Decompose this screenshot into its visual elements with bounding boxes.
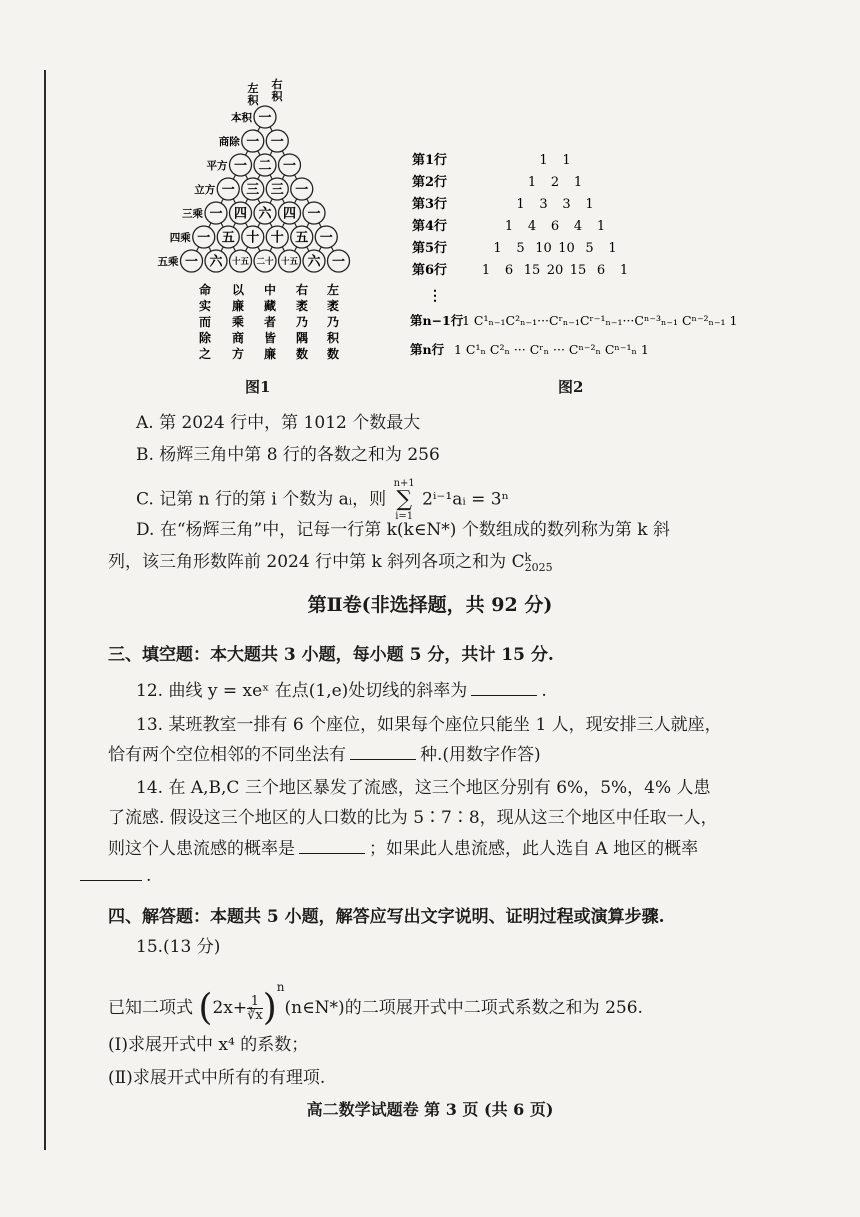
triangle-node-label: 五	[295, 230, 309, 246]
row-number: 1	[619, 263, 629, 278]
bottom-column-char: 乃	[295, 315, 309, 329]
question-15-part-i: (Ⅰ)求展开式中 x⁴ 的系数；	[108, 1035, 309, 1055]
q15-intro: 已知二项式	[108, 998, 193, 1018]
bottom-column-char: 中	[263, 283, 277, 297]
row-number: 15	[523, 263, 541, 278]
part-3-header: 三、填空题：本大题共 3 小题，每小题 5 分，共计 15 分.	[108, 645, 554, 665]
sigma-lower: i=1	[395, 511, 414, 522]
row-n-label: 第n行	[410, 342, 445, 357]
row-label: 第4行	[412, 219, 448, 234]
row-nminus1: 1 C¹ₙ₋₁C²ₙ₋₁···Cʳₙ₋₁Cʳ⁻¹ₙ₋₁···Cⁿ⁻³ₙ₋₁ Cⁿ⁻²ₙ₋₁ 1	[462, 313, 738, 328]
q14-answer-blank-2[interactable]	[80, 866, 142, 881]
top-label: 左	[247, 82, 259, 95]
section-2-title: 第Ⅱ卷(非选择题，共 92 分)	[307, 594, 553, 616]
row-number: 4	[527, 219, 537, 234]
bottom-column-char: 乃	[326, 315, 340, 329]
q15-fraction	[247, 995, 263, 1022]
row-number: 1	[493, 241, 502, 256]
triangle-node-label: 五	[221, 230, 235, 246]
row-number: 1	[585, 197, 594, 212]
side-label: 四乘	[169, 232, 191, 244]
side-label: 立方	[194, 184, 216, 196]
row-n: 1 C¹ₙ C²ₙ ··· Cʳₙ ··· Cⁿ⁻²ₙ Cⁿ⁻¹ₙ 1	[454, 342, 649, 357]
triangle-node-label: 三	[246, 182, 260, 198]
triangle-node-label: 一	[307, 206, 321, 222]
sigma-symbol: ∑	[396, 487, 413, 512]
q13-answer-blank[interactable]	[350, 745, 416, 760]
q14-answer-blank-1[interactable]	[299, 839, 365, 854]
bottom-column-char: 方	[231, 347, 245, 361]
triangle-node-label: 二十	[256, 257, 274, 268]
question-14-line4	[108, 866, 151, 886]
triangle-node-label: 十五	[231, 257, 250, 268]
row-label: 第2行	[412, 175, 448, 190]
triangle-node-label: 一	[246, 134, 260, 150]
triangle-node-label: 一	[221, 182, 235, 198]
question-13-line1: 13. 某班教室一排有 6 个座位，如果每个座位只能坐 1 人，现安排三人就座，	[136, 715, 722, 735]
option-a: A. 第 2024 行中，第 1012 个数最大	[136, 413, 421, 433]
option-b: B. 杨辉三角中第 8 行的各数之和为 256	[136, 445, 440, 465]
q14-text-b: ；如果此人患流感，此人选自 A 地区的概率	[369, 839, 699, 859]
row-number: 4	[573, 219, 583, 234]
combination-index	[524, 550, 553, 574]
triangle-node-label: 一	[184, 254, 199, 270]
side-label: 本积	[231, 112, 252, 124]
ellipsis-dots: ⋮	[428, 288, 442, 304]
bottom-column-char: 而	[198, 315, 212, 329]
row-number: 10	[558, 241, 575, 256]
triangle-node-label: 一	[319, 230, 333, 246]
triangle-node-label: 十	[270, 230, 284, 246]
bottom-column-char: 者	[263, 315, 277, 329]
q13-suffix: 种.(用数字作答)	[420, 745, 541, 765]
row-number: 1	[527, 175, 537, 190]
option-d-text: 列，该三角形数阵前 2024 行中第 k 斜列各项之和为 C	[108, 552, 525, 572]
row-number: 6	[550, 219, 560, 234]
triangle-node-label: 四	[233, 206, 248, 222]
bottom-column-char: 除	[198, 331, 212, 345]
q15-exponent: n	[276, 980, 285, 994]
triangle-node-label: 一	[282, 158, 297, 174]
row-number: 15	[569, 263, 587, 278]
side-label: 三乘	[182, 208, 203, 220]
triangle-node-label: 十五	[280, 257, 299, 268]
row-number: 1	[481, 263, 491, 278]
q15-condition: (n∈N*)的二项展开式中二项式系数之和为 256.	[284, 998, 643, 1018]
question-12	[136, 676, 547, 701]
bottom-column-char: 廉	[231, 299, 245, 313]
bottom-column-char: 廉	[263, 347, 277, 361]
row-label: 第1行	[412, 153, 448, 168]
row-number: 2	[550, 175, 560, 190]
q13-text: 恰有两个空位相邻的不同坐法有	[108, 745, 346, 765]
question-15-stem	[108, 962, 643, 1029]
bottom-column-char: 数	[326, 347, 340, 361]
question-14-line2: 了流感. 假设这三个地区的人口数的比为 5∶7∶8，现从这三个地区中任取一人，	[108, 808, 718, 828]
row-nminus1-label: 第n−1行	[410, 313, 464, 328]
triangle-node-label: 四	[282, 206, 297, 222]
row-number: 6	[504, 263, 514, 278]
bottom-column-char: 袤	[326, 299, 340, 313]
figure-2-caption: 图2	[558, 378, 584, 396]
row-number: 6	[596, 263, 606, 278]
left-paren: (	[198, 987, 213, 1029]
row-number: 1	[539, 153, 548, 168]
triangle-node-label: 一	[270, 134, 284, 150]
sigma-upper: n+1	[393, 478, 415, 489]
question-14-line3	[108, 834, 698, 859]
triangle-node-label: 六	[258, 206, 272, 222]
row-number: 3	[562, 197, 571, 212]
bottom-column-char: 袤	[295, 299, 309, 313]
bottom-column-char: 实	[198, 299, 212, 313]
side-label: 平方	[206, 160, 228, 172]
row-number: 1	[573, 175, 583, 190]
bottom-column-char: 左	[326, 283, 340, 297]
triangle-node-label: 一	[209, 206, 223, 222]
q12-answer-blank[interactable]	[471, 681, 537, 696]
bottom-column-char: 积	[326, 331, 340, 345]
bottom-column-char: 隅	[295, 331, 309, 345]
bottom-column-char: 藏	[263, 299, 277, 313]
q15-term: 2x+	[212, 998, 248, 1018]
option-d-line1: D. 在“杨辉三角”中，记每一行第 k(k∈N*) 个数组成的数列称为第 k 斜	[136, 520, 670, 540]
q15-frac-den: ∛x	[247, 1008, 263, 1023]
figure-2-yanghui-triangle	[410, 150, 740, 365]
triangle-node-label: 二	[258, 158, 272, 174]
bottom-column-char: 命	[198, 283, 212, 297]
triangle-node-label: 一	[258, 110, 272, 126]
part-4-header: 四、解答题：本题共 5 小题，解答应写出文字说明、证明过程或演算步骤.	[108, 907, 665, 927]
question-15-part-ii: (Ⅱ)求展开式中所有的有理项.	[108, 1068, 326, 1088]
top-label: 积	[271, 90, 283, 103]
top-label: 右	[271, 78, 283, 91]
top-label: 积	[247, 94, 259, 107]
triangle-node-label: 一	[295, 182, 309, 198]
row-number: 10	[535, 241, 552, 256]
option-d-line2	[108, 547, 553, 573]
row-label: 第3行	[412, 197, 448, 212]
triangle-node-label: 三	[270, 182, 284, 198]
bottom-column-char: 乘	[231, 315, 245, 329]
question-13-line2	[108, 740, 541, 765]
triangle-node-label: 六	[307, 254, 321, 270]
q12-text: 12. 曲线 y = xeˣ 在点(1,e)处切线的斜率为	[136, 681, 468, 701]
option-c-text: C. 记第 n 行的第 i 个数为 aᵢ，则	[136, 489, 387, 510]
row-number: 20	[546, 263, 564, 278]
figure-1-ancient-triangle	[110, 72, 410, 372]
figure-1-caption: 图1	[245, 378, 271, 396]
combination-sub: 2025	[524, 560, 553, 574]
combination-sup: k	[524, 550, 532, 564]
row-number: 3	[539, 197, 548, 212]
row-number: 1	[608, 241, 617, 256]
q14-text-a: 则这个人患流感的概率是	[108, 839, 295, 859]
triangle-node-label: 一	[233, 158, 248, 174]
bottom-column-char: 之	[198, 347, 212, 361]
q15-frac-num: 1	[247, 995, 263, 1009]
row-number: 1	[562, 153, 571, 168]
row-number: 1	[516, 197, 525, 212]
row-label: 第6行	[412, 263, 448, 278]
triangle-node-label: 一	[331, 254, 346, 270]
row-number: 1	[504, 219, 514, 234]
right-paren: )	[262, 987, 277, 1029]
row-number: 1	[596, 219, 606, 234]
q14-period: .	[146, 866, 152, 886]
side-label: 商除	[218, 136, 240, 148]
bottom-column-char: 商	[231, 331, 245, 345]
bottom-column-char: 以	[231, 283, 245, 297]
row-label: 第5行	[412, 241, 448, 256]
side-label: 五乘	[157, 256, 179, 268]
row-number: 5	[516, 241, 525, 256]
q12-period: .	[541, 681, 547, 701]
row-number: 5	[585, 241, 594, 256]
triangle-node-label: 一	[197, 230, 211, 246]
bottom-column-char: 数	[295, 347, 309, 361]
question-15-title: 15.(13 分)	[136, 937, 221, 957]
bottom-column-char: 皆	[263, 331, 277, 345]
page-footer: 高二数学试题卷 第 3 页 (共 6 页)	[306, 1100, 554, 1119]
option-c-expr: 2ⁱ⁻¹aᵢ = 3ⁿ	[422, 489, 509, 510]
triangle-node-label: 十	[246, 230, 260, 246]
question-14-line1: 14. 在 A,B,C 三个地区暴发了流感，这三个地区分别有 6%，5%，4% 人患	[136, 778, 711, 798]
bottom-column-char: 右	[295, 283, 309, 297]
triangle-node-label: 六	[209, 254, 223, 270]
